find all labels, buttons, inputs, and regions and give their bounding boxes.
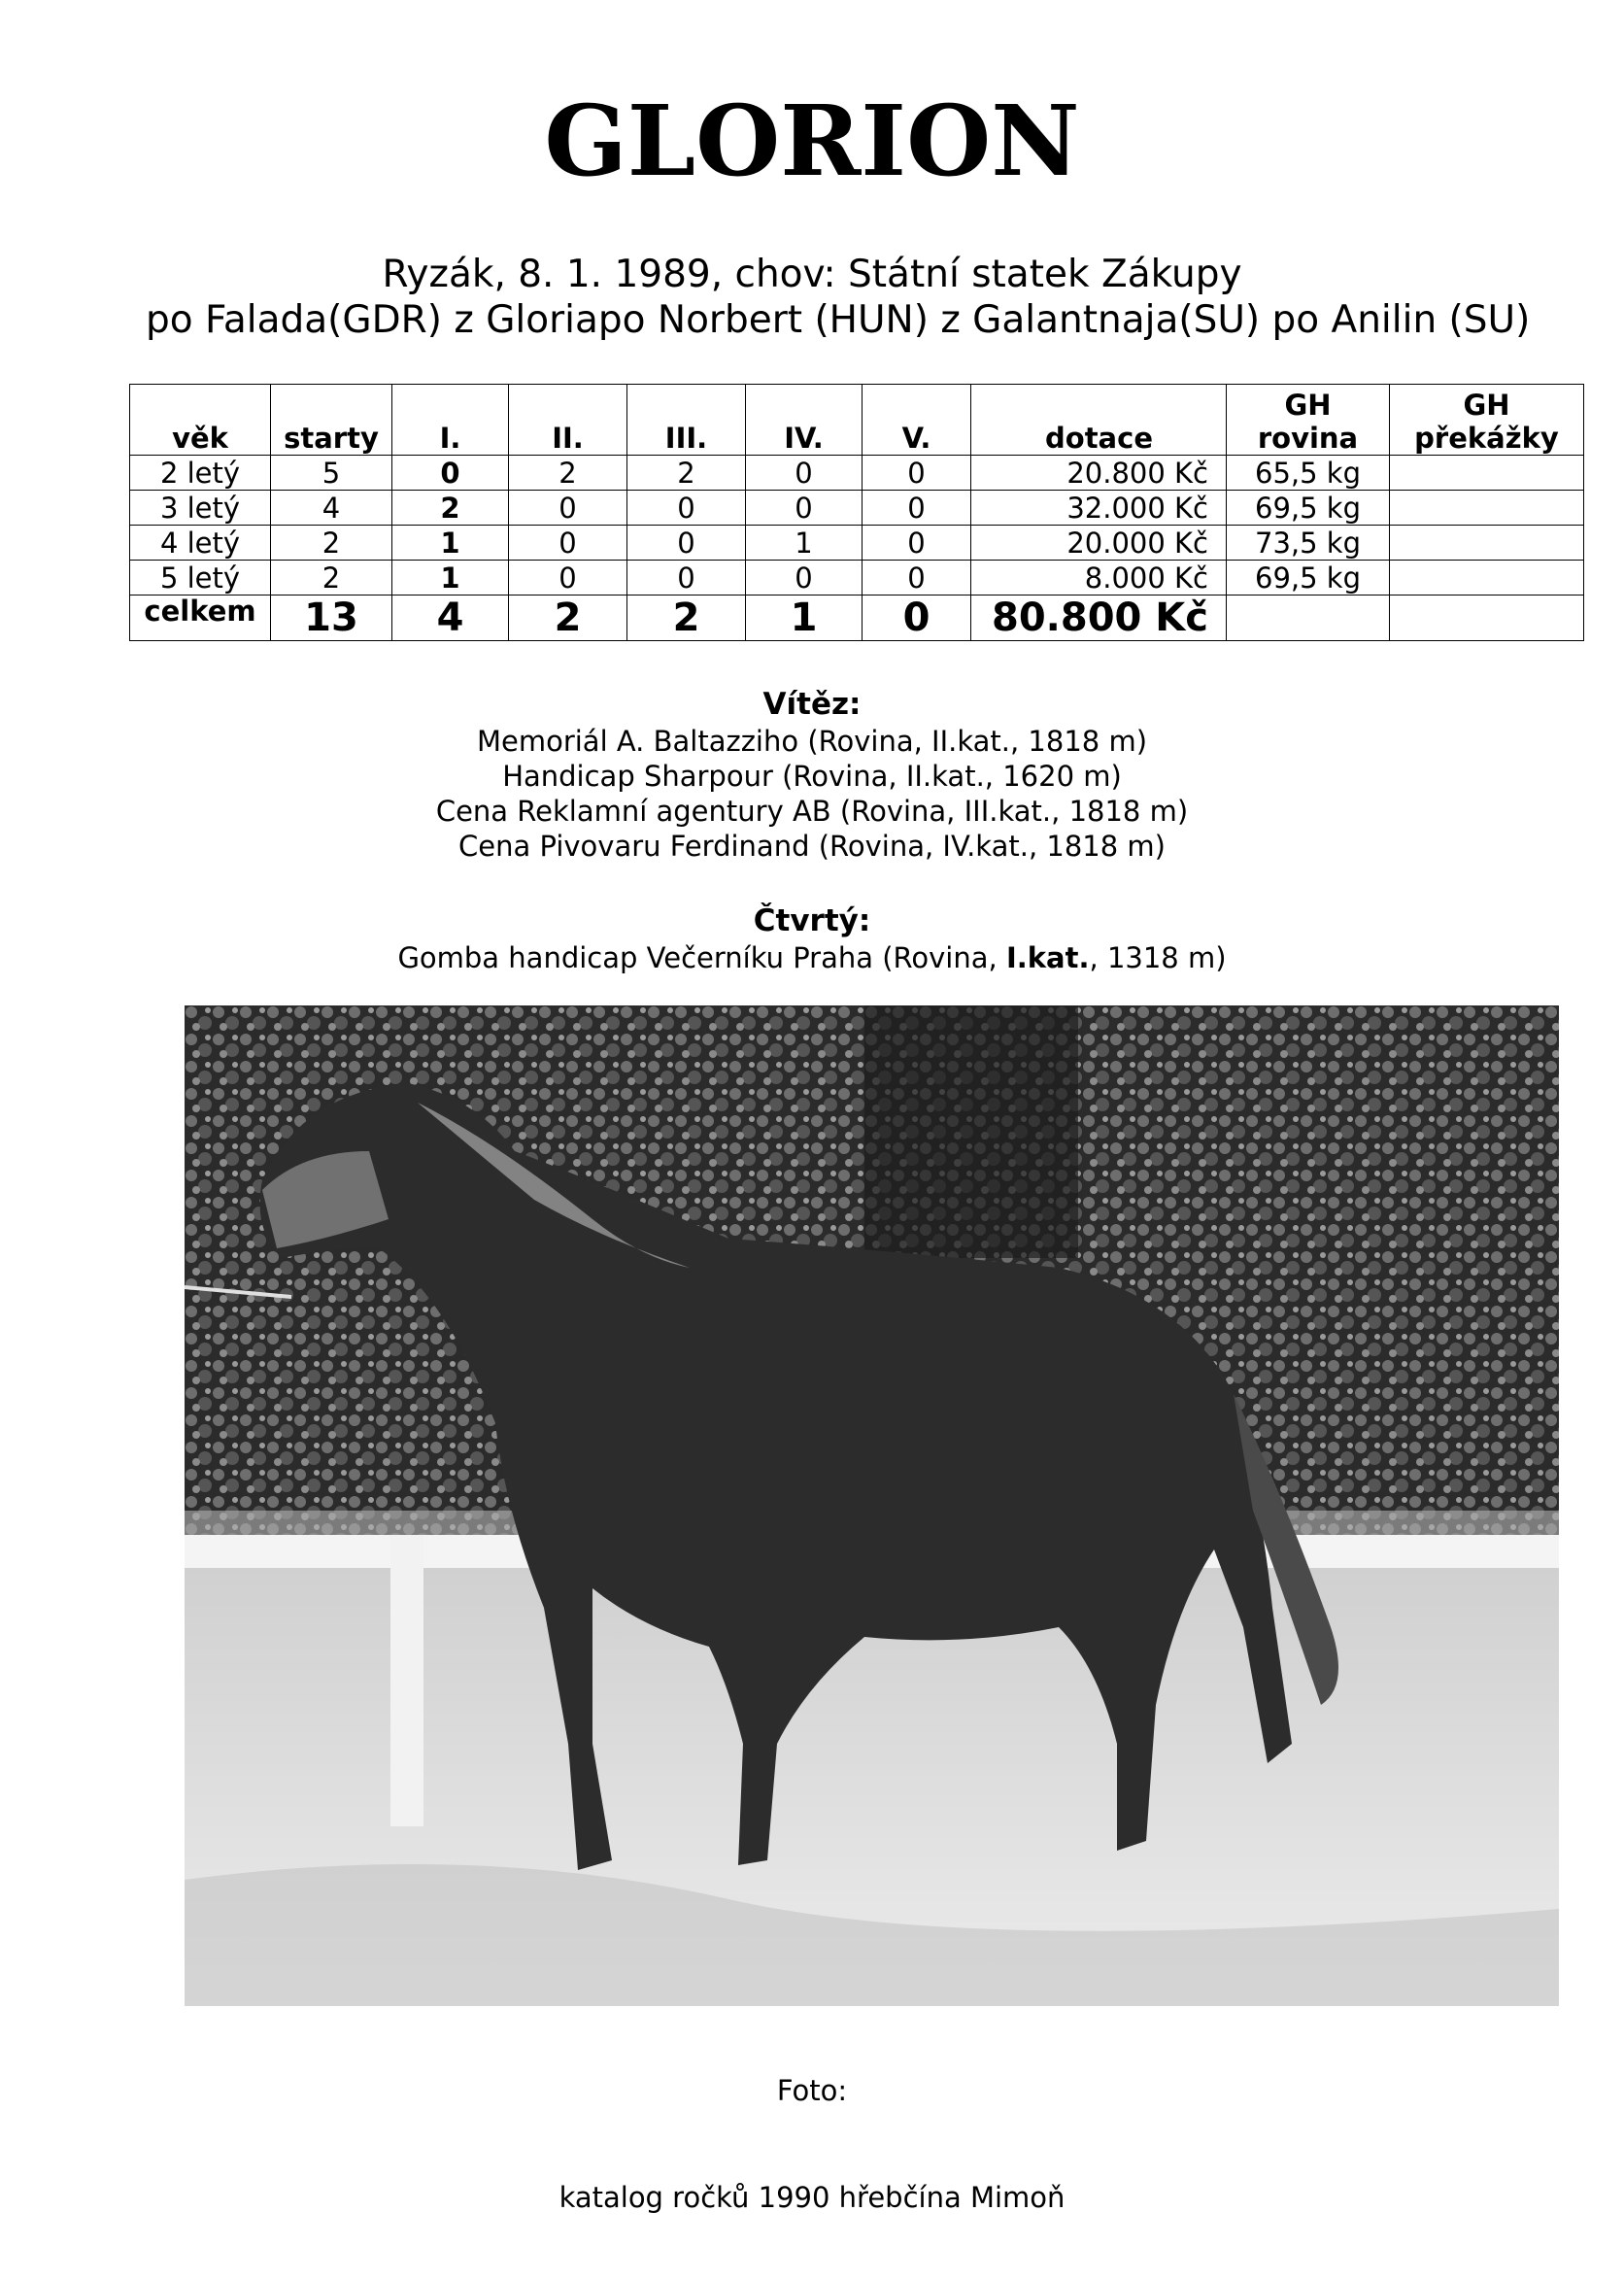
race-stats-table <box>129 384 1584 641</box>
table-cell: 0 <box>746 561 863 596</box>
table-total-cell: 4 <box>392 596 509 641</box>
table-cell: 1 <box>392 526 509 561</box>
col-header: starty <box>271 385 392 456</box>
table-total-row <box>130 596 1584 641</box>
horse-description: Ryzák, 8. 1. 1989, chov: Státní statek Zákupy <box>382 253 1242 296</box>
photo-label: Foto: <box>776 2074 848 2107</box>
horse-photo-image <box>185 1005 1559 2006</box>
table-cell: 20.000 Kč <box>971 526 1227 561</box>
table-cell: 4 <box>271 491 392 526</box>
table-cell: 0 <box>627 526 746 561</box>
table-cell: 2 <box>627 456 746 491</box>
fourth-item-text-end: , 1318 m) <box>1089 941 1227 974</box>
table-cell: 2 <box>271 526 392 561</box>
table-row <box>130 526 1584 561</box>
table-cell: 8.000 Kč <box>971 561 1227 596</box>
table-cell: 2 <box>392 491 509 526</box>
table-cell: 5 letý <box>130 561 271 596</box>
winner-section <box>0 685 1624 864</box>
table-cell: 5 <box>271 456 392 491</box>
table-cell: 20.800 Kč <box>971 456 1227 491</box>
table-total-cell: 13 <box>271 596 392 641</box>
table-cell: 4 letý <box>130 526 271 561</box>
table-cell <box>1390 456 1584 491</box>
winner-item: Handicap Sharpour (Rovina, II.kat., 1620 m) <box>502 760 1122 793</box>
table-total-cell: 2 <box>509 596 627 641</box>
table-cell: 0 <box>509 561 627 596</box>
table-total-cell: 0 <box>863 596 971 641</box>
col-header: GH překážky <box>1390 385 1584 456</box>
table-cell: 0 <box>392 456 509 491</box>
table-cell: 69,5 kg <box>1227 561 1390 596</box>
table-row <box>130 456 1584 491</box>
table-cell <box>1390 561 1584 596</box>
col-header: IV. <box>746 385 863 456</box>
fourth-item-text: Gomba handicap Večerníku Praha (Rovina, <box>397 941 1006 974</box>
table-cell: 0 <box>627 491 746 526</box>
table-cell: 0 <box>627 561 746 596</box>
winner-item: Memoriál A. Baltazziho (Rovina, II.kat., 1818 m) <box>476 725 1148 758</box>
table-cell: 0 <box>863 561 971 596</box>
horse-photo <box>185 1005 1559 2006</box>
table-cell: 0 <box>863 526 971 561</box>
table-total-cell: 80.800 Kč <box>971 596 1227 641</box>
col-header: GH rovina <box>1227 385 1390 456</box>
table-total-cell: 1 <box>746 596 863 641</box>
table-cell: 69,5 kg <box>1227 491 1390 526</box>
table-cell: 65,5 kg <box>1227 456 1390 491</box>
table-cell <box>1390 491 1584 526</box>
table-row <box>130 491 1584 526</box>
fourth-item-category: I.kat. <box>1005 941 1090 974</box>
col-header: V. <box>863 385 971 456</box>
table-cell: 1 <box>746 526 863 561</box>
table-cell: 2 letý <box>130 456 271 491</box>
table-total-cell: 2 <box>627 596 746 641</box>
winner-item: Cena Pivovaru Ferdinand (Rovina, IV.kat., 1818 m) <box>458 830 1166 863</box>
table-row <box>130 561 1584 596</box>
table-cell: 32.000 Kč <box>971 491 1227 526</box>
table-cell: 1 <box>392 561 509 596</box>
table-cell: 3 letý <box>130 491 271 526</box>
horse-pedigree: po Falada(GDR) z Gloriapo Norbert (HUN) z Galantnaja(SU) po Anilin (SU) <box>146 298 1531 342</box>
table-total-cell <box>1390 596 1584 641</box>
col-header: věk <box>130 385 271 456</box>
col-header: I. <box>392 385 509 456</box>
col-header: II. <box>509 385 627 456</box>
photo-source: katalog ročků 1990 hřebčína Mimoň <box>558 2181 1066 2214</box>
fourth-heading: Čtvrtý: <box>753 903 871 938</box>
page-title: GLORION <box>544 84 1080 198</box>
table-cell: 2 <box>271 561 392 596</box>
col-header: III. <box>627 385 746 456</box>
winner-item: Cena Reklamní agentury AB (Rovina, III.kat., 1818 m) <box>435 795 1189 828</box>
table-cell: 0 <box>863 456 971 491</box>
table-cell: 0 <box>746 456 863 491</box>
table-cell: 73,5 kg <box>1227 526 1390 561</box>
table-total-cell <box>1227 596 1390 641</box>
table-cell: 0 <box>509 526 627 561</box>
table-header-row <box>130 385 1584 456</box>
table-cell: 0 <box>509 491 627 526</box>
winner-heading: Vítěz: <box>762 687 862 722</box>
col-header: dotace <box>971 385 1227 456</box>
table-cell <box>1390 526 1584 561</box>
table-total-cell: celkem <box>130 596 271 641</box>
fourth-item <box>0 940 1624 975</box>
table-cell: 2 <box>509 456 627 491</box>
table-cell: 0 <box>863 491 971 526</box>
table-cell: 0 <box>746 491 863 526</box>
fourth-section <box>0 902 1624 975</box>
